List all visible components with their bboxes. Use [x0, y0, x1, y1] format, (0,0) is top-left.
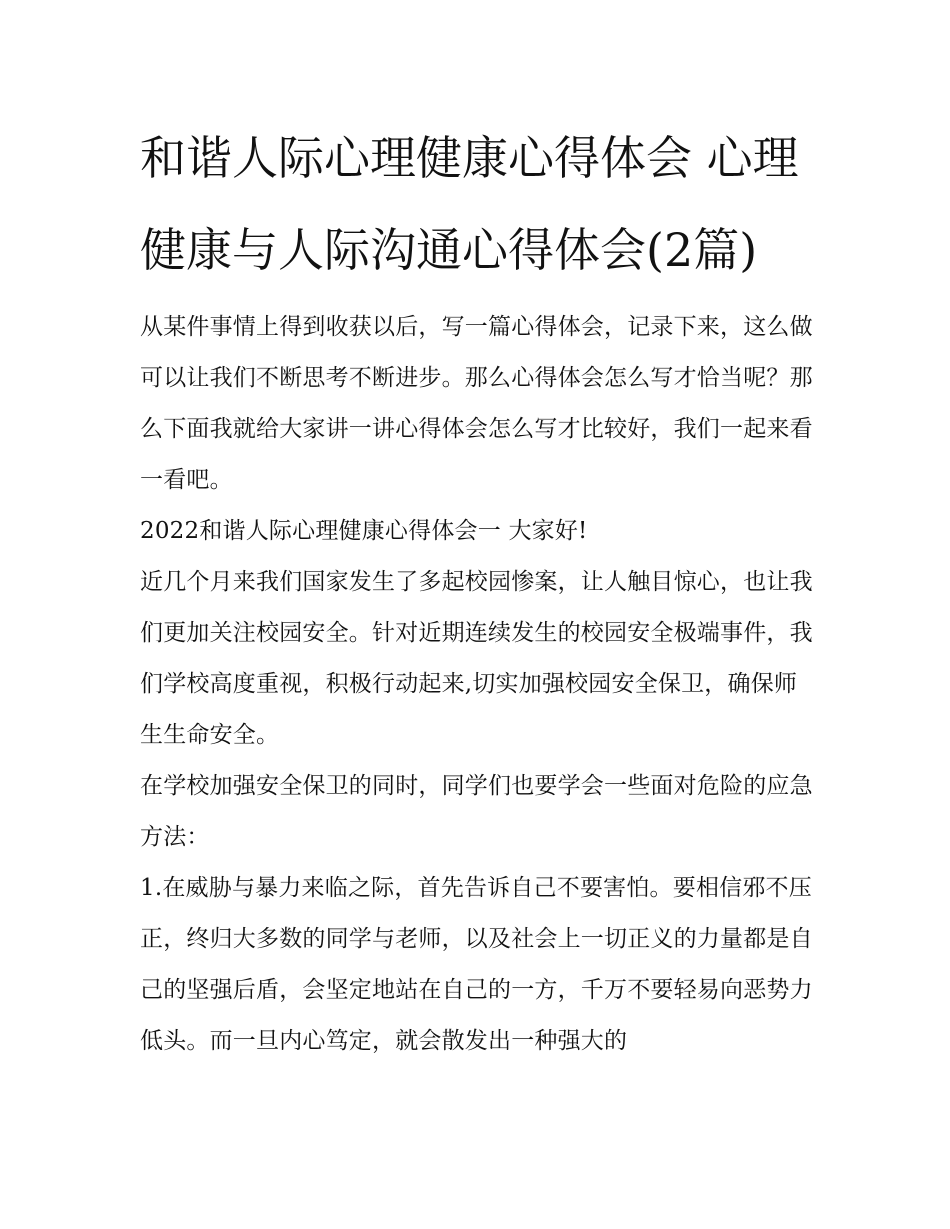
paragraph-heading-one: 2022和谐人际心理健康心得体会一 大家好!: [140, 518, 588, 544]
paragraph-emergency-methods: 在学校加强安全保卫的同时，同学们也要学会一些面对危险的应急方法：: [140, 773, 813, 850]
document-page: [140, 112, 815, 1067]
paragraph-campus-safety: 近几个月来我们国家发生了多起校园惨案，让人触目惊心，也让我们更加关注校园安全。针对近期连续发生的校园安全极端事件，我们学校高度重视，积极行动起来,切实加强校园安全保卫，确保师生生命安全。: [140, 569, 813, 748]
paragraph-intro: 从某件事情上得到收获以后，写一篇心得体会，记录下来，这么做可以让我们不断思考不断进步。那么心得体会怎么写才恰当呢？那么下面我就给大家讲一讲心得体会怎么写才比较好，我们一起来看一看吧。: [140, 314, 813, 493]
document-title: 和谐人际心理健康心得体会 心理健康与人际沟通心得体会(2篇): [140, 131, 799, 277]
paragraph-point-one: 1.在威胁与暴力来临之际，首先告诉自己不要害怕。要相信邪不压正，终归大多数的同学与老师，以及社会上一切正义的力量都是自己的坚强后盾，会坚定地站在自己的一方，千万不要轻易向恶势力低头。而一旦内心笃定，就会散发出一种强大的: [140, 875, 813, 1054]
